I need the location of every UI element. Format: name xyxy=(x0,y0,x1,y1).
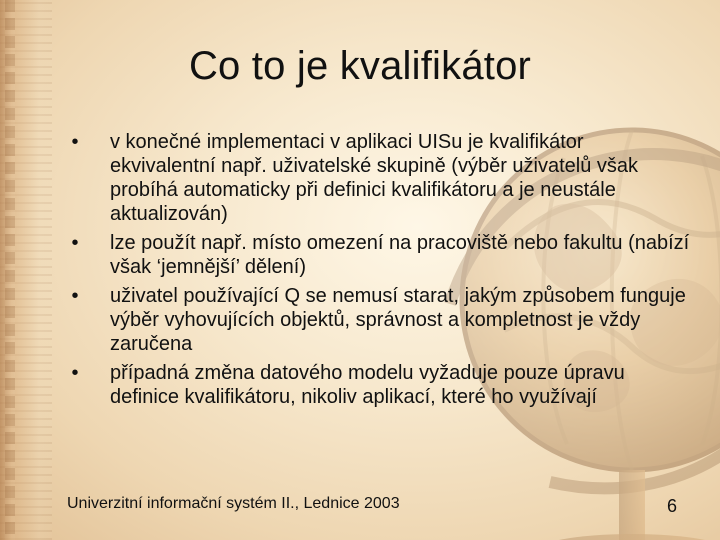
bullet-item-4 xyxy=(62,361,692,409)
bullet-dot-4: • xyxy=(71,362,79,384)
bullet-list xyxy=(62,130,692,414)
bullet-dot-3: • xyxy=(71,285,79,307)
slide-footer: Univerzitní informační systém II., Lednice 2003 xyxy=(67,495,400,512)
bullet-item-2 xyxy=(62,231,692,279)
bullet-text-2: lze použít např. místo omezení na pracoviště nebo fakultu (nabízí však ‘jemnější’ dělení) xyxy=(110,232,690,278)
bullet-item-3 xyxy=(62,284,692,356)
page-number: 6 xyxy=(666,496,677,516)
slide-title: Co to je kvalifikátor xyxy=(188,44,532,88)
bullet-text-4: případná změna datového modelu vyžaduje pouze úpravu definice kvalifikátoru, nikoliv aplikací, které ho využívají xyxy=(110,362,625,408)
bullet-text-1: v konečné implementaci v aplikaci UISu je kvalifikátor ekvivalentní např. uživatelské skupině (výběr uživatelů však probíhá automaticky při definici kvalifikátoru a je neustále aktualizován) xyxy=(110,131,639,225)
bullet-text-3: uživatel používající Q se nemusí starat, jakým způsobem funguje výběr vyhovujících objektů, správnost a kompletnost je vždy zaručena xyxy=(110,285,686,355)
bullet-dot-1: • xyxy=(71,131,79,153)
bullet-dot-2: • xyxy=(71,232,79,254)
bullet-item-1 xyxy=(62,130,692,226)
